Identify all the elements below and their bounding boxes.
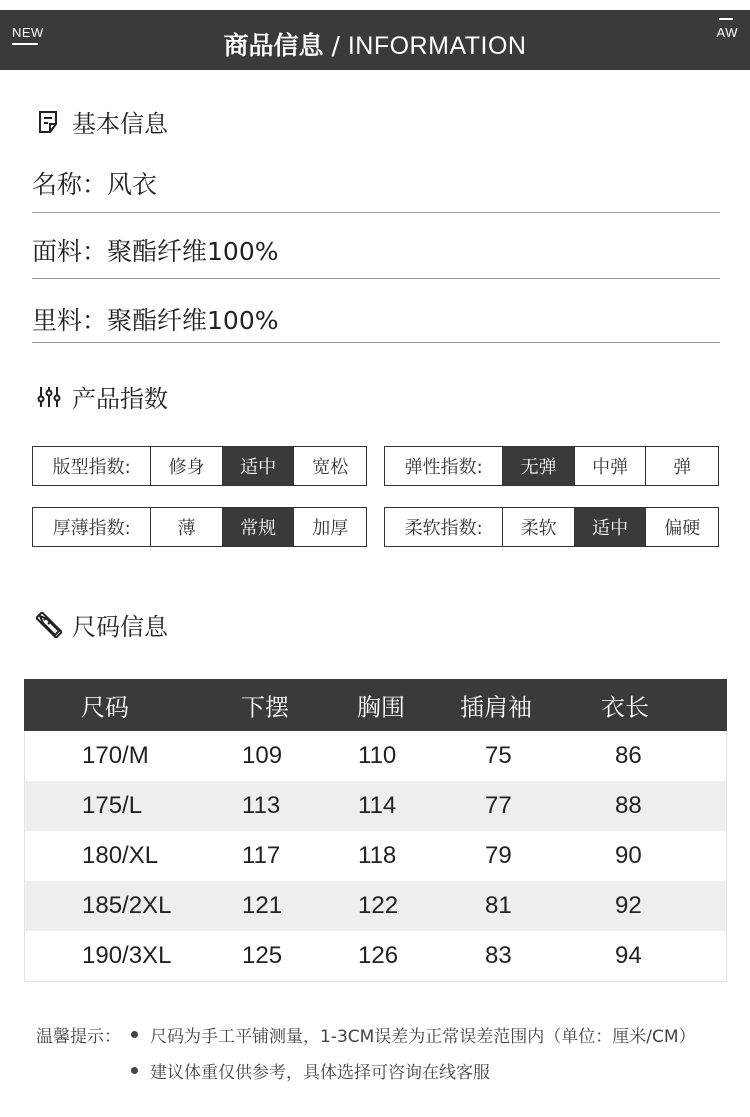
section-heading-indices <box>36 379 168 414</box>
info-value: 聚酯纤维100% <box>107 237 279 266</box>
table-cell: 121 <box>242 892 283 919</box>
index-thickness <box>32 507 367 547</box>
index-label: 弹性指数: <box>385 447 503 485</box>
column-header: 插肩袖 <box>460 693 532 722</box>
ruler-pencil-icon <box>36 612 62 638</box>
table-cell: 86 <box>615 742 642 769</box>
section-heading-text: 尺码信息 <box>72 613 168 641</box>
column-header: 尺码 <box>81 693 129 722</box>
note-text: 建议体重仅供参考，具体选择可咨询在线客服 <box>150 1063 490 1083</box>
table-cell: 180/XL <box>82 842 159 869</box>
table-cell: 92 <box>615 892 642 919</box>
index-option: 中弹 <box>575 447 647 485</box>
index-label: 厚薄指数: <box>33 508 151 546</box>
table-header <box>24 679 727 731</box>
info-label: 面料： <box>32 237 108 266</box>
document-icon <box>36 109 62 135</box>
index-softness <box>384 507 719 547</box>
note-text: 尺码为手工平铺测量，1-3CM误差为正常误差范围内（单位：厘米/CM） <box>150 1027 696 1047</box>
sliders-icon <box>36 384 62 410</box>
table-row <box>25 931 726 981</box>
section-heading-size <box>36 607 168 642</box>
notes-label: 温馨提示： <box>36 1027 121 1047</box>
page-title <box>0 26 750 62</box>
note-item <box>131 1022 696 1047</box>
info-label: 名称： <box>32 170 108 199</box>
index-option: 柔软 <box>503 508 575 546</box>
index-option: 薄 <box>151 508 223 546</box>
table-row <box>25 781 726 831</box>
section-heading-text: 基本信息 <box>72 110 168 138</box>
corner-label-left: NEW <box>12 25 44 40</box>
table-cell: 118 <box>358 842 397 869</box>
table-cell: 83 <box>485 942 512 969</box>
title-separator: / <box>323 31 348 60</box>
size-table <box>24 679 727 982</box>
table-cell: 75 <box>485 742 512 769</box>
note-item <box>131 1058 490 1083</box>
title-cn: 商品信息 <box>223 31 324 60</box>
table-cell: 113 <box>242 792 281 819</box>
index-elasticity <box>384 446 719 486</box>
info-row-fabric <box>32 232 720 268</box>
table-cell: 185/2XL <box>82 892 172 919</box>
index-option-selected: 常规 <box>223 508 295 546</box>
table-cell: 117 <box>242 842 281 869</box>
bullet-icon <box>131 1067 138 1074</box>
table-cell: 81 <box>485 892 512 919</box>
table-cell: 77 <box>485 792 512 819</box>
column-header: 胸围 <box>357 693 405 722</box>
table-cell: 90 <box>615 842 642 869</box>
table-cell: 122 <box>358 892 399 919</box>
table-cell: 126 <box>358 942 399 969</box>
table-cell: 88 <box>615 792 642 819</box>
info-value: 聚酯纤维100% <box>107 306 279 335</box>
table-cell: 110 <box>358 742 397 769</box>
column-header: 下摆 <box>241 693 289 722</box>
table-cell: 79 <box>485 842 512 869</box>
title-en: INFORMATION <box>347 32 527 60</box>
index-option: 偏硬 <box>664 518 701 539</box>
table-cell: 109 <box>242 742 283 769</box>
divider <box>32 278 720 279</box>
table-cell: 94 <box>615 942 642 969</box>
index-option-selected: 适中 <box>575 508 647 546</box>
table-cell: 190/3XL <box>82 942 172 969</box>
table-row <box>25 881 726 931</box>
index-option: 弹 <box>673 457 692 478</box>
table-body <box>24 731 727 982</box>
section-heading-text: 产品指数 <box>72 385 168 413</box>
info-value: 风衣 <box>107 170 158 199</box>
section-heading-basic <box>36 104 168 139</box>
header-banner <box>0 10 750 70</box>
table-cell: 175/L <box>82 792 143 819</box>
table-cell: 114 <box>358 792 397 819</box>
info-row-name <box>32 165 720 201</box>
index-option-selected: 适中 <box>223 447 295 485</box>
index-option: 宽松 <box>312 457 349 478</box>
info-row-lining <box>32 301 720 337</box>
info-label: 里料： <box>32 306 108 335</box>
index-option: 加厚 <box>312 518 349 539</box>
index-fit <box>32 446 367 486</box>
divider <box>32 342 720 343</box>
index-option: 修身 <box>151 447 223 485</box>
column-header: 衣长 <box>601 693 649 722</box>
bullet-icon <box>131 1031 138 1038</box>
index-label: 版型指数: <box>33 447 151 485</box>
table-row <box>25 831 726 881</box>
table-cell: 170/M <box>82 742 149 769</box>
index-option-selected: 无弹 <box>503 447 575 485</box>
divider <box>32 212 720 213</box>
table-cell: 125 <box>242 942 283 969</box>
index-label: 柔软指数: <box>385 508 503 546</box>
table-row <box>25 731 726 781</box>
corner-label-right: AW <box>716 25 738 40</box>
